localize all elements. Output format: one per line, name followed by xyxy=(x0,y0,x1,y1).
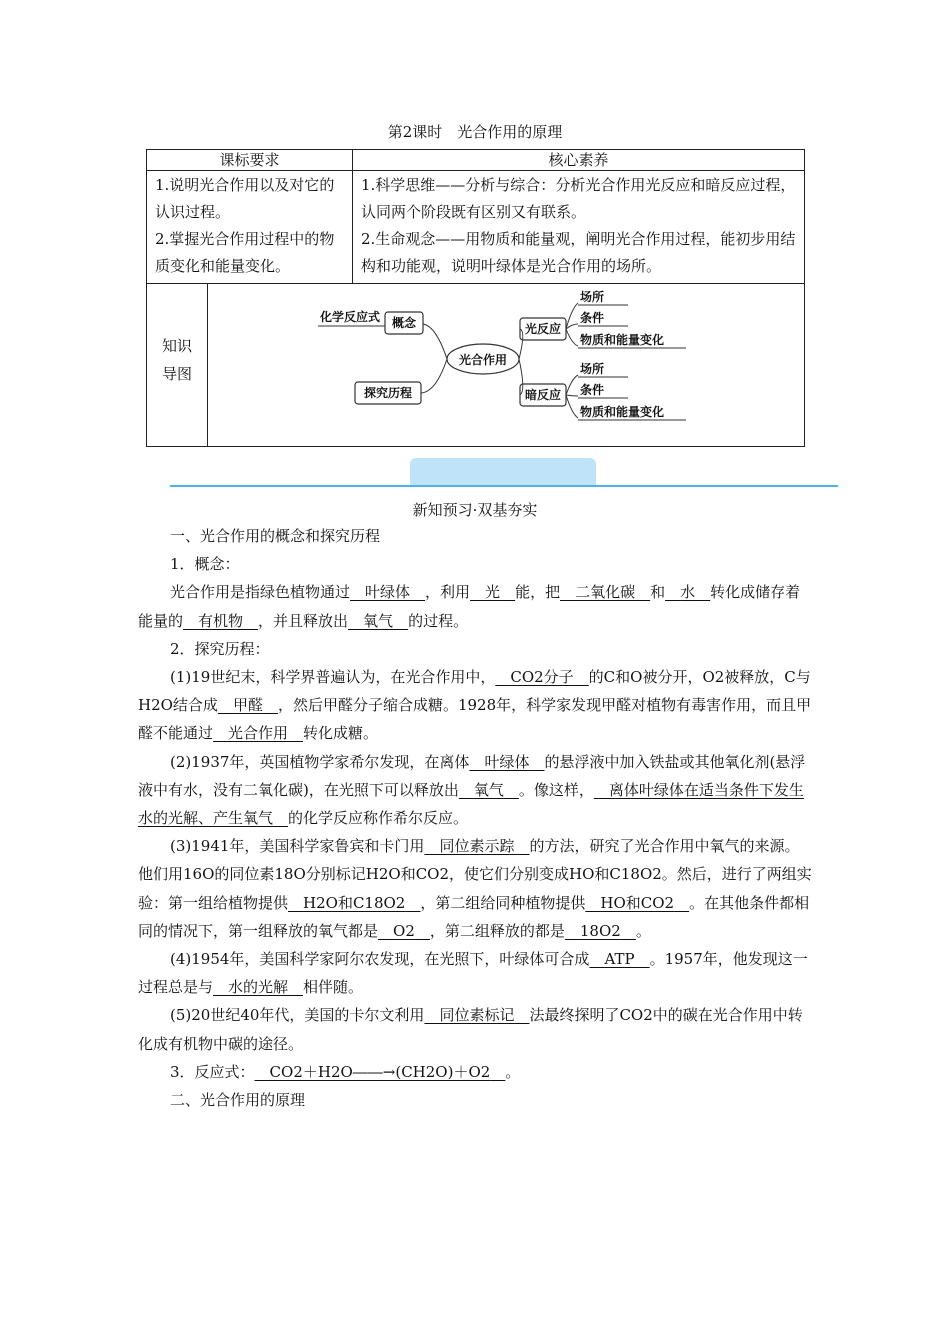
blank: __水__ xyxy=(665,583,711,602)
col2-line-2: 2.生命观念——用物质和能量观，阐明光合作用过程，能初步用结构和功能观，说明叶绿体是光合作用的场所。 xyxy=(361,230,796,275)
heading-2: 二、光合作用的原理 xyxy=(170,1091,306,1110)
col1-line-2: 2.掌握光合作用过程中的物质变化和能量变化。 xyxy=(155,230,335,275)
col1-header: 课标要求 xyxy=(147,150,353,171)
node-history: 探究历程 xyxy=(363,386,413,400)
blank: __同位素示踪__ xyxy=(424,837,530,856)
blank: __甲醛__ xyxy=(217,696,278,715)
node-concept-sub: 化学反应式 xyxy=(320,310,381,324)
col2-body xyxy=(353,171,805,284)
node-dark: 暗反应 xyxy=(524,388,562,402)
edge-light-items xyxy=(566,303,578,346)
history-paragraph-4: (4)1954年，美国科学家阿尔农发现，在光照下，叶绿体可合成__ATP__。1957年，他发现这一过程总是与__水的光解__相伴随。 xyxy=(138,950,808,997)
lesson-title: 第2课时 光合作用的原理 xyxy=(387,123,563,141)
dark-item-1: 场所 xyxy=(580,362,605,376)
node-concept: 概念 xyxy=(391,316,417,330)
blank: __叶绿体__ xyxy=(350,583,426,602)
edge-center-history xyxy=(421,359,447,393)
blank: __O2__ xyxy=(378,921,430,940)
light-item-1: 场所 xyxy=(580,290,605,304)
blank: __水的光解__ xyxy=(213,978,304,997)
light-item-2: 条件 xyxy=(580,311,605,325)
dark-item-3: 物质和能量变化 xyxy=(580,405,665,419)
section-banner-tab xyxy=(410,458,596,486)
blank: __CO2＋H2O――→(CH2O)＋O2__ xyxy=(254,1062,506,1081)
history-paragraph-5: (5)20世纪40年代，美国的卡尔文利用__同位素标记__法最终探明了CO2中的碳在光合作用中转化成有机物中碳的途径。 xyxy=(138,1006,803,1053)
blank: __光合作用__ xyxy=(213,724,304,743)
section-banner-title: 新知预习·双基夯实 xyxy=(412,501,538,519)
blank: __同位素标记__ xyxy=(424,1006,530,1025)
blank: __光__ xyxy=(470,583,516,602)
blank: __H2O和C18O2__ xyxy=(288,893,421,912)
blank: __CO2分子__ xyxy=(495,668,589,687)
blank: __氧气__ xyxy=(458,780,519,799)
history-paragraph-1: (1)19世纪末，科学界普遍认为，在光合作用中，__CO2分子__的C和O被分开，O2被释放，C与H2O结合成__甲醛__，然后甲醛分子缩合成糖。1928年，科学家发现甲醛对植物有毒害作用，而且甲醛不能通过__光合作用__转化成糖。 xyxy=(138,668,812,743)
node-center: 光合作用 xyxy=(458,353,508,367)
definition-paragraph: 光合作用是指绿色植物通过__叶绿体__，利用__光__能，把__二氧化碳__和__水__转化成储存着能量的__有机物__，并且释放出__氧气__的过程。 xyxy=(138,583,801,630)
heading-1-2: 2．探究历程： xyxy=(170,639,270,658)
col2-header: 核心素养 xyxy=(353,150,805,171)
knowledge-map-cell xyxy=(147,284,805,447)
blank: __18O2__ xyxy=(564,921,636,940)
history-paragraph-2: (2)1937年，英国植物学家希尔发现，在离体__叶绿体__的悬浮液中加入铁盐或其他氧化剂(悬浮液中有水，没有二氧化碳)，在光照下可以释放出__氧气__。像这样，__离体叶绿体在适当条件下发生水的光解、产生氧气__的化学反应称作希尔反应。 xyxy=(138,752,806,828)
edge-center-concept xyxy=(423,324,447,359)
light-item-3: 物质和能量变化 xyxy=(580,333,665,347)
col2-line-1: 1.科学思维——分析与综合：分析光合作用光反应和暗反应过程，认同两个阶段既有区别又有联系。 xyxy=(361,176,796,221)
blank: __HO和CO2__ xyxy=(585,893,690,912)
content-body xyxy=(138,522,814,1114)
heading-1: 一、光合作用的概念和探究历程 xyxy=(170,527,381,545)
blank: __离体叶绿体在适当条件下发生水的光解、产生氧气__ xyxy=(138,780,804,828)
col1-body xyxy=(147,171,353,284)
blank: __ATP__ xyxy=(589,950,650,969)
heading-1-1: 1．概念： xyxy=(170,555,240,574)
history-paragraph-3: (3)1941年，美国科学家鲁宾和卡门用__同位素示踪__的方法，研究了光合作用中氧气的来源。他们用16O的同位素18O分别标记H2O和CO2，使它们分别变成HO和C18O2。然后，进行了两组实验：第一组给植物提供__H2O和C18O2__，第二组给同种植物提供__HO和CO2__。在其他条件都相同的情况下，第一组释放的氧气都是__O2__，第二组释放的都是__18O2__。 xyxy=(138,837,812,940)
edge-dark-items xyxy=(566,375,578,418)
blank: __二氧化碳__ xyxy=(560,583,651,602)
blank: __氧气__ xyxy=(348,611,409,630)
blank: __叶绿体__ xyxy=(469,752,545,771)
col1-line-1: 1.说明光合作用以及对它的认识过程。 xyxy=(155,176,335,221)
map-label: 知识导图 xyxy=(161,337,192,383)
map-label-cell xyxy=(147,284,208,446)
standards-table xyxy=(146,149,805,447)
node-light: 光反应 xyxy=(524,322,562,336)
dark-item-2: 条件 xyxy=(580,383,605,397)
section-banner-line xyxy=(170,485,838,487)
reaction-line: 3．反应式：__CO2＋H2O――→(CH2O)＋O2__。 xyxy=(170,1062,521,1081)
mind-map xyxy=(208,284,805,446)
blank: __有机物__ xyxy=(183,611,259,630)
